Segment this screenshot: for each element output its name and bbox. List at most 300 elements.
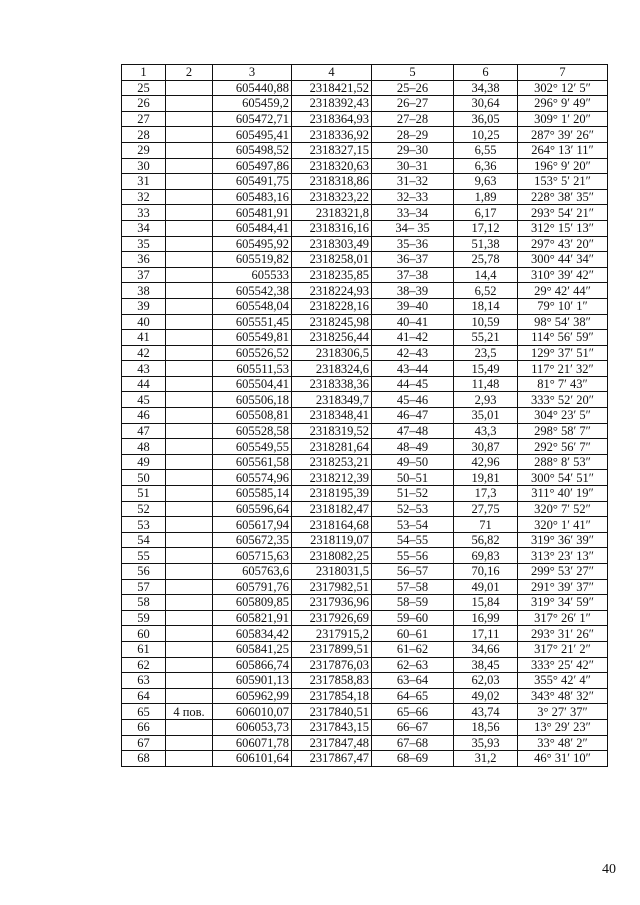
table-cell: 23,5 [454,345,518,361]
table-row [122,704,608,720]
table-cell: 605763,6 [213,564,292,580]
table-cell: 287° 39′ 26″ [518,127,608,143]
table-row [122,439,608,455]
table-cell: 15,84 [454,595,518,611]
table-cell: 31–32 [372,174,454,190]
table-cell: 11,48 [454,376,518,392]
table-cell: 2318349,7 [292,392,372,408]
table-cell: 605596,64 [213,501,292,517]
table-cell: 56 [122,564,166,580]
table-row [122,626,608,642]
table-row [122,127,608,143]
table-cell: 45–46 [372,392,454,408]
table-cell: 17,11 [454,626,518,642]
table-cell: 2318256,44 [292,330,372,346]
table-cell: 2318364,93 [292,111,372,127]
table-cell [166,532,213,548]
table-cell [166,220,213,236]
table-cell: 3° 27′ 37″ [518,704,608,720]
table-cell: 605519,82 [213,252,292,268]
table-cell [166,501,213,517]
table-cell: 67 [122,735,166,751]
table-cell: 4 пов. [166,704,213,720]
table-cell: 605549,55 [213,439,292,455]
table-row [122,361,608,377]
table-cell: 30,87 [454,439,518,455]
table-row [122,564,608,580]
table-cell [166,657,213,673]
table-cell: 48–49 [372,439,454,455]
table-cell: 2318336,92 [292,127,372,143]
table-cell: 53 [122,517,166,533]
table-cell: 2317867,47 [292,751,372,767]
table-cell: 317° 26′ 1″ [518,610,608,626]
table-cell: 293° 54′ 21″ [518,205,608,221]
table-cell: 65–66 [372,704,454,720]
table-cell: 81° 7′ 43″ [518,376,608,392]
table-cell: 2318281,64 [292,439,372,455]
header-cell: 4 [292,65,372,81]
table-cell: 58 [122,595,166,611]
table-cell: 30–31 [372,158,454,174]
table-cell: 605459,2 [213,96,292,112]
table-row [122,532,608,548]
table-row [122,96,608,112]
table-row [122,283,608,299]
table-row [122,345,608,361]
table-cell: 57 [122,579,166,595]
header-cell: 3 [213,65,292,81]
table-cell: 69,83 [454,548,518,564]
table-cell: 606053,73 [213,719,292,735]
table-cell: 304° 23′ 5″ [518,408,608,424]
table-cell: 2318182,47 [292,501,372,517]
table-cell: 56,82 [454,532,518,548]
table-cell: 66 [122,719,166,735]
table-cell: 2318258,01 [292,252,372,268]
table-cell: 44–45 [372,376,454,392]
table-row [122,158,608,174]
table-cell: 36,05 [454,111,518,127]
table-cell: 605791,76 [213,579,292,595]
table-cell [166,673,213,689]
table-cell: 27,75 [454,501,518,517]
table-cell: 27 [122,111,166,127]
table-cell [166,205,213,221]
table-cell: 312° 15′ 13″ [518,220,608,236]
table-cell: 53–54 [372,517,454,533]
table-cell: 62 [122,657,166,673]
table-cell: 2318348,41 [292,408,372,424]
table-row [122,392,608,408]
table-cell: 605548,04 [213,298,292,314]
table-cell [166,283,213,299]
table-row [122,376,608,392]
table-cell: 50 [122,470,166,486]
table-row [122,719,608,735]
table-cell: 2318392,43 [292,96,372,112]
header-cell: 7 [518,65,608,81]
table-row [122,142,608,158]
table-row [122,220,608,236]
table-cell: 17,12 [454,220,518,236]
table-cell: 319° 36′ 39″ [518,532,608,548]
table-cell [166,236,213,252]
table-cell [166,392,213,408]
table-cell: 6,52 [454,283,518,299]
table-cell: 228° 38′ 35″ [518,189,608,205]
table-row [122,423,608,439]
table-cell: 300° 44′ 34″ [518,252,608,268]
table-cell: 320° 1′ 41″ [518,517,608,533]
table-cell: 65 [122,704,166,720]
table-row [122,80,608,96]
table-cell: 293° 31′ 26″ [518,626,608,642]
table-cell: 320° 7′ 52″ [518,501,608,517]
table-cell: 605526,52 [213,345,292,361]
table-cell: 48 [122,439,166,455]
table-cell: 605491,75 [213,174,292,190]
table-cell: 40 [122,314,166,330]
table-cell: 70,16 [454,564,518,580]
table-cell: 605498,52 [213,142,292,158]
table-cell: 605528,58 [213,423,292,439]
table-cell: 31 [122,174,166,190]
table-cell: 49,02 [454,688,518,704]
table-row [122,314,608,330]
table-cell: 49,01 [454,579,518,595]
table-cell [166,158,213,174]
table-cell: 35,93 [454,735,518,751]
table-cell: 129° 37′ 51″ [518,345,608,361]
table-cell: 2317876,03 [292,657,372,673]
table-cell [166,735,213,751]
table-cell [166,564,213,580]
table-cell: 46–47 [372,408,454,424]
table-cell: 298° 58′ 7″ [518,423,608,439]
table-cell: 2318228,16 [292,298,372,314]
table-cell: 10,25 [454,127,518,143]
table-cell: 6,36 [454,158,518,174]
table-cell: 57–58 [372,579,454,595]
table-row [122,454,608,470]
table-cell [166,470,213,486]
table-cell: 311° 40′ 19″ [518,486,608,502]
table-cell: 30 [122,158,166,174]
table-cell: 46° 31′ 10″ [518,751,608,767]
table-cell: 605508,81 [213,408,292,424]
table-cell: 292° 56′ 7″ [518,439,608,455]
table-cell: 606010,07 [213,704,292,720]
table-cell: 42,96 [454,454,518,470]
table-cell: 114° 56′ 59″ [518,330,608,346]
table-cell: 25–26 [372,80,454,96]
table-cell: 37 [122,267,166,283]
table-cell: 605440,88 [213,80,292,96]
table-cell: 117° 21′ 32″ [518,361,608,377]
table-cell: 605866,74 [213,657,292,673]
table-cell: 2318164,68 [292,517,372,533]
table-row [122,548,608,564]
coordinates-table [121,64,608,767]
table-cell: 54–55 [372,532,454,548]
table-cell [166,548,213,564]
header-cell: 1 [122,65,166,81]
table-cell: 300° 54′ 51″ [518,470,608,486]
table-cell: 310° 39′ 42″ [518,267,608,283]
table-cell: 46 [122,408,166,424]
table-cell: 605481,91 [213,205,292,221]
table-cell: 35–36 [372,236,454,252]
table-cell [166,189,213,205]
table-cell: 55,21 [454,330,518,346]
table-cell: 196° 9′ 20″ [518,158,608,174]
table-cell: 2318338,36 [292,376,372,392]
table-cell [166,439,213,455]
table-cell: 38 [122,283,166,299]
table-cell: 317° 21′ 2″ [518,641,608,657]
table-cell: 606071,78 [213,735,292,751]
table-cell: 40–41 [372,314,454,330]
table-header-row [122,65,608,81]
table-cell: 2317854,18 [292,688,372,704]
table-cell [166,111,213,127]
table-cell: 605542,38 [213,283,292,299]
table-cell: 2317926,69 [292,610,372,626]
table-cell: 58–59 [372,595,454,611]
table-cell: 45 [122,392,166,408]
table-cell: 38–39 [372,283,454,299]
table-cell: 64 [122,688,166,704]
table-cell: 605484,41 [213,220,292,236]
table-cell: 51,38 [454,236,518,252]
table-cell: 605472,71 [213,111,292,127]
table-cell: 59–60 [372,610,454,626]
table-cell: 605821,91 [213,610,292,626]
table-cell: 605497,86 [213,158,292,174]
table-cell: 41–42 [372,330,454,346]
table-cell [166,330,213,346]
table-cell: 297° 43′ 20″ [518,236,608,252]
table-cell: 33° 48′ 2″ [518,735,608,751]
table-cell: 25,78 [454,252,518,268]
table-cell: 49–50 [372,454,454,470]
table-cell: 2317982,51 [292,579,372,595]
page-number: 40 [602,862,616,877]
header-cell: 5 [372,65,454,81]
table-cell: 2318319,52 [292,423,372,439]
table-cell: 31,2 [454,751,518,767]
table-cell: 62,03 [454,673,518,689]
table-cell: 44 [122,376,166,392]
table-row [122,236,608,252]
table-cell: 39–40 [372,298,454,314]
table-cell: 355° 42′ 4″ [518,673,608,689]
table-cell: 14,4 [454,267,518,283]
table-cell: 9,63 [454,174,518,190]
table-cell: 2318316,16 [292,220,372,236]
table-cell: 47–48 [372,423,454,439]
table-row [122,470,608,486]
table-cell: 67–68 [372,735,454,751]
table-cell: 29 [122,142,166,158]
table-cell: 2318224,93 [292,283,372,299]
table-cell [166,610,213,626]
table-cell [166,267,213,283]
table-cell: 43,74 [454,704,518,720]
table-cell: 33–34 [372,205,454,221]
table-cell: 47 [122,423,166,439]
table-row [122,174,608,190]
table-row [122,688,608,704]
table-cell: 1,89 [454,189,518,205]
table-cell: 605483,16 [213,189,292,205]
table-cell: 2,93 [454,392,518,408]
table-row [122,579,608,595]
table-cell: 605672,35 [213,532,292,548]
table-cell: 55–56 [372,548,454,564]
table-row [122,111,608,127]
table-cell: 333° 52′ 20″ [518,392,608,408]
table-cell: 28 [122,127,166,143]
table-cell: 98° 54′ 38″ [518,314,608,330]
table-cell: 2318031,5 [292,564,372,580]
table-row [122,252,608,268]
table-cell [166,142,213,158]
table-cell [166,641,213,657]
table-cell: 16,99 [454,610,518,626]
table-cell: 605809,85 [213,595,292,611]
table-cell [166,376,213,392]
table-cell: 288° 8′ 53″ [518,454,608,470]
table-cell: 296° 9′ 49″ [518,96,608,112]
table-cell: 605506,18 [213,392,292,408]
table-cell: 63–64 [372,673,454,689]
table-cell: 605574,96 [213,470,292,486]
table-cell [166,314,213,330]
table-cell: 60–61 [372,626,454,642]
table-cell: 605549,81 [213,330,292,346]
table-cell: 18,56 [454,719,518,735]
table-cell: 605495,92 [213,236,292,252]
table-cell: 2318318,86 [292,174,372,190]
table-cell: 60 [122,626,166,642]
table-cell: 35,01 [454,408,518,424]
table-cell [166,579,213,595]
table-cell: 38,45 [454,657,518,673]
table-cell: 2317915,2 [292,626,372,642]
table-cell [166,719,213,735]
table-cell [166,423,213,439]
table-cell: 19,81 [454,470,518,486]
table-cell: 42–43 [372,345,454,361]
table-cell: 25 [122,80,166,96]
table-cell: 52–53 [372,501,454,517]
table-cell: 302° 12′ 5″ [518,80,608,96]
table-row [122,501,608,517]
table-cell: 2317858,83 [292,673,372,689]
table-row [122,189,608,205]
table-cell [166,174,213,190]
table-cell: 43,3 [454,423,518,439]
table-cell: 2317899,51 [292,641,372,657]
table-cell: 2318320,63 [292,158,372,174]
table-cell: 319° 34′ 59″ [518,595,608,611]
table-cell: 51 [122,486,166,502]
table-cell: 299° 53′ 27″ [518,564,608,580]
table-cell: 153° 5′ 21″ [518,174,608,190]
table-cell: 37–38 [372,267,454,283]
table-cell: 42 [122,345,166,361]
table-cell: 30,64 [454,96,518,112]
table-cell: 34,38 [454,80,518,96]
table-row [122,751,608,767]
table-cell [166,486,213,502]
table-row [122,330,608,346]
table-cell: 63 [122,673,166,689]
table-cell: 605561,58 [213,454,292,470]
table-cell: 32 [122,189,166,205]
table-cell [166,361,213,377]
table-cell: 605533 [213,267,292,283]
table-cell: 26 [122,96,166,112]
table-cell: 28–29 [372,127,454,143]
table-cell [166,626,213,642]
table-row [122,735,608,751]
table-cell: 605962,99 [213,688,292,704]
table-cell: 309° 1′ 20″ [518,111,608,127]
table-cell: 313° 23′ 13″ [518,548,608,564]
table-cell: 2318235,85 [292,267,372,283]
table-cell: 605901,13 [213,673,292,689]
table-row [122,595,608,611]
table-cell [166,127,213,143]
table-cell: 6,17 [454,205,518,221]
table-cell: 36 [122,252,166,268]
table-cell: 2318245,98 [292,314,372,330]
table-cell: 39 [122,298,166,314]
table-cell: 26–27 [372,96,454,112]
table-cell: 79° 10′ 1″ [518,298,608,314]
table-cell: 605715,63 [213,548,292,564]
table-cell [166,80,213,96]
table-row [122,673,608,689]
table-cell: 27–28 [372,111,454,127]
table-cell: 2318212,39 [292,470,372,486]
table-cell: 10,59 [454,314,518,330]
table-cell: 64–65 [372,688,454,704]
table-cell: 2318253,21 [292,454,372,470]
table-cell: 2317840,51 [292,704,372,720]
table-cell: 66–67 [372,719,454,735]
table-cell: 2317843,15 [292,719,372,735]
table-cell [166,595,213,611]
table-cell: 605834,42 [213,626,292,642]
table-cell: 2318421,52 [292,80,372,96]
table-cell: 2318082,25 [292,548,372,564]
table-cell: 68–69 [372,751,454,767]
table-row [122,205,608,221]
table-cell [166,454,213,470]
table-cell: 41 [122,330,166,346]
table-body [122,80,608,766]
table-cell: 605841,25 [213,641,292,657]
table-cell: 13° 29′ 23″ [518,719,608,735]
table-row [122,408,608,424]
table-cell: 43–44 [372,361,454,377]
table-cell: 17,3 [454,486,518,502]
table-cell [166,298,213,314]
